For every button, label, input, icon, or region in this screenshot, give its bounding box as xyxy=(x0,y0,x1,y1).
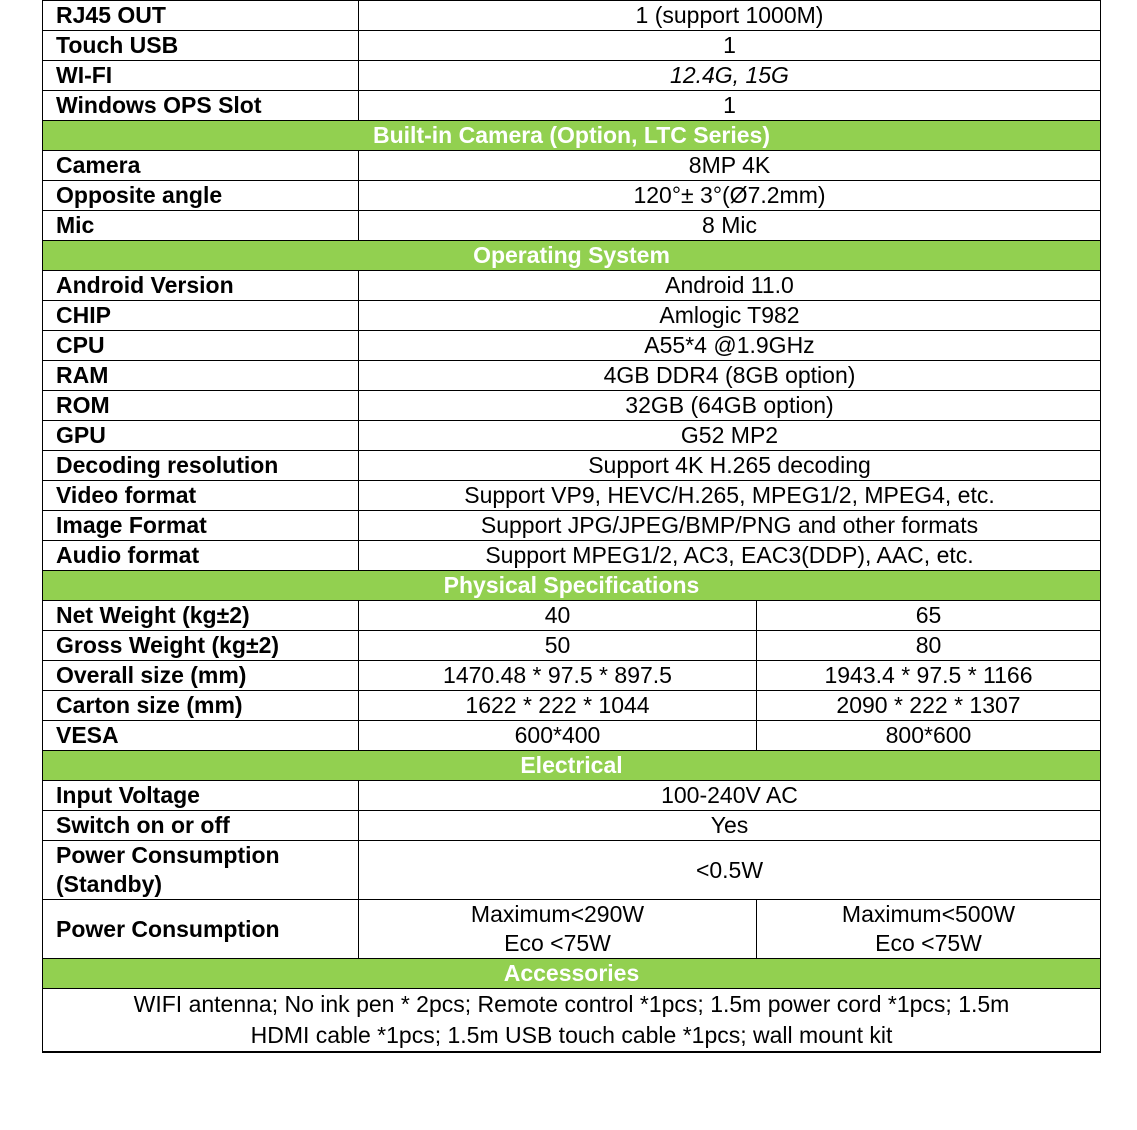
table-row xyxy=(43,91,1101,121)
row-value-b: 65 xyxy=(757,601,1101,631)
row-value: Android 11.0 xyxy=(359,271,1101,301)
row-label: ROM xyxy=(43,391,359,421)
section-header-accessories xyxy=(43,959,1101,989)
row-label: Input Voltage xyxy=(43,781,359,811)
row-label: Video format xyxy=(43,481,359,511)
table-row xyxy=(43,331,1101,361)
row-value: 100-240V AC xyxy=(359,781,1101,811)
table-row xyxy=(43,361,1101,391)
row-label: CHIP xyxy=(43,301,359,331)
row-value: Support VP9, HEVC/H.265, MPEG1/2, MPEG4, etc. xyxy=(359,481,1101,511)
row-value: <0.5W xyxy=(359,841,1101,900)
table-row xyxy=(43,61,1101,91)
section-header-electrical xyxy=(43,751,1101,781)
row-label: Mic xyxy=(43,211,359,241)
row-value: 32GB (64GB option) xyxy=(359,391,1101,421)
row-label: RAM xyxy=(43,361,359,391)
section-header-physical xyxy=(43,571,1101,601)
section-title: Physical Specifications xyxy=(43,571,1101,601)
row-label: Touch USB xyxy=(43,31,359,61)
row-label: WI-FI xyxy=(43,61,359,91)
row-label: Opposite angle xyxy=(43,181,359,211)
row-label: Carton size (mm) xyxy=(43,691,359,721)
row-label: Switch on or off xyxy=(43,811,359,841)
row-value: 1 xyxy=(359,31,1101,61)
table-row xyxy=(43,301,1101,331)
table-row xyxy=(43,601,1101,631)
section-title: Accessories xyxy=(43,959,1101,989)
row-value-a: 600*400 xyxy=(359,721,757,751)
row-label: GPU xyxy=(43,421,359,451)
row-value: A55*4 @1.9GHz xyxy=(359,331,1101,361)
row-label: CPU xyxy=(43,331,359,361)
row-label: Image Format xyxy=(43,511,359,541)
row-value-b: 800*600 xyxy=(757,721,1101,751)
row-value-b: 80 xyxy=(757,631,1101,661)
accessories-line: WIFI antenna; No ink pen * 2pcs; Remote control *1pcs; 1.5m power cord *1pcs; 1.5m xyxy=(133,991,1010,1017)
row-value: 4GB DDR4 (8GB option) xyxy=(359,361,1101,391)
table-row xyxy=(43,211,1101,241)
accessories-text xyxy=(43,989,1101,1053)
row-label: Decoding resolution xyxy=(43,451,359,481)
section-header-camera xyxy=(43,121,1101,151)
row-label-line: (Standby) xyxy=(56,871,163,897)
row-value: 8MP 4K xyxy=(359,151,1101,181)
table-row xyxy=(43,421,1101,451)
section-title: Electrical xyxy=(43,751,1101,781)
section-header-os xyxy=(43,241,1101,271)
row-value: 120°± 3°(Ø7.2mm) xyxy=(359,181,1101,211)
row-value-b: 1943.4 * 97.5 * 1166 xyxy=(757,661,1101,691)
value-line: Eco <75W xyxy=(504,930,611,956)
table-row xyxy=(43,631,1101,661)
section-title: Operating System xyxy=(43,241,1101,271)
value-line: Maximum<500W xyxy=(841,901,1016,927)
table-row xyxy=(43,31,1101,61)
table-row xyxy=(43,511,1101,541)
table-row xyxy=(43,391,1101,421)
table-row xyxy=(43,661,1101,691)
row-value: Support 4K H.265 decoding xyxy=(359,451,1101,481)
table-row xyxy=(43,989,1101,1053)
row-value: 1 xyxy=(359,91,1101,121)
table-row xyxy=(43,151,1101,181)
row-value: 12.4G, 15G xyxy=(359,61,1101,91)
row-value-a: 1470.48 * 97.5 * 897.5 xyxy=(359,661,757,691)
spec-table xyxy=(42,0,1101,1053)
row-label: Windows OPS Slot xyxy=(43,91,359,121)
row-label: Android Version xyxy=(43,271,359,301)
section-title: Built-in Camera (Option, LTC Series) xyxy=(43,121,1101,151)
row-value-a: 40 xyxy=(359,601,757,631)
row-value-b: 2090 * 222 * 1307 xyxy=(757,691,1101,721)
accessories-line: HDMI cable *1pcs; 1.5m USB touch cable *1pcs; wall mount kit xyxy=(250,1022,893,1048)
row-value-b xyxy=(757,900,1101,959)
value-line: Eco <75W xyxy=(875,930,982,956)
table-row xyxy=(43,541,1101,571)
row-label: Camera xyxy=(43,151,359,181)
row-label: Gross Weight (kg±2) xyxy=(43,631,359,661)
row-label: Audio format xyxy=(43,541,359,571)
row-label-line: Power Consumption xyxy=(56,842,280,868)
table-row xyxy=(43,900,1101,959)
table-row xyxy=(43,781,1101,811)
table-row xyxy=(43,481,1101,511)
row-label: Power Consumption xyxy=(43,900,359,959)
row-value: 1 (support 1000M) xyxy=(359,1,1101,31)
row-value-a: 1622 * 222 * 1044 xyxy=(359,691,757,721)
row-value: Support JPG/JPEG/BMP/PNG and other formats xyxy=(359,511,1101,541)
row-label: Overall size (mm) xyxy=(43,661,359,691)
row-value-a xyxy=(359,900,757,959)
table-row xyxy=(43,271,1101,301)
table-row xyxy=(43,691,1101,721)
row-value: Amlogic T982 xyxy=(359,301,1101,331)
table-row xyxy=(43,181,1101,211)
row-value: Support MPEG1/2, AC3, EAC3(DDP), AAC, etc. xyxy=(359,541,1101,571)
row-label: RJ45 OUT xyxy=(43,1,359,31)
table-row xyxy=(43,841,1101,900)
table-row xyxy=(43,451,1101,481)
row-value: G52 MP2 xyxy=(359,421,1101,451)
row-value: 8 Mic xyxy=(359,211,1101,241)
row-value: Yes xyxy=(359,811,1101,841)
value-line: Maximum<290W xyxy=(470,901,645,927)
table-row xyxy=(43,1,1101,31)
row-value-a: 50 xyxy=(359,631,757,661)
table-row xyxy=(43,721,1101,751)
row-label: Net Weight (kg±2) xyxy=(43,601,359,631)
row-label xyxy=(43,841,359,900)
table-row xyxy=(43,811,1101,841)
row-label: VESA xyxy=(43,721,359,751)
